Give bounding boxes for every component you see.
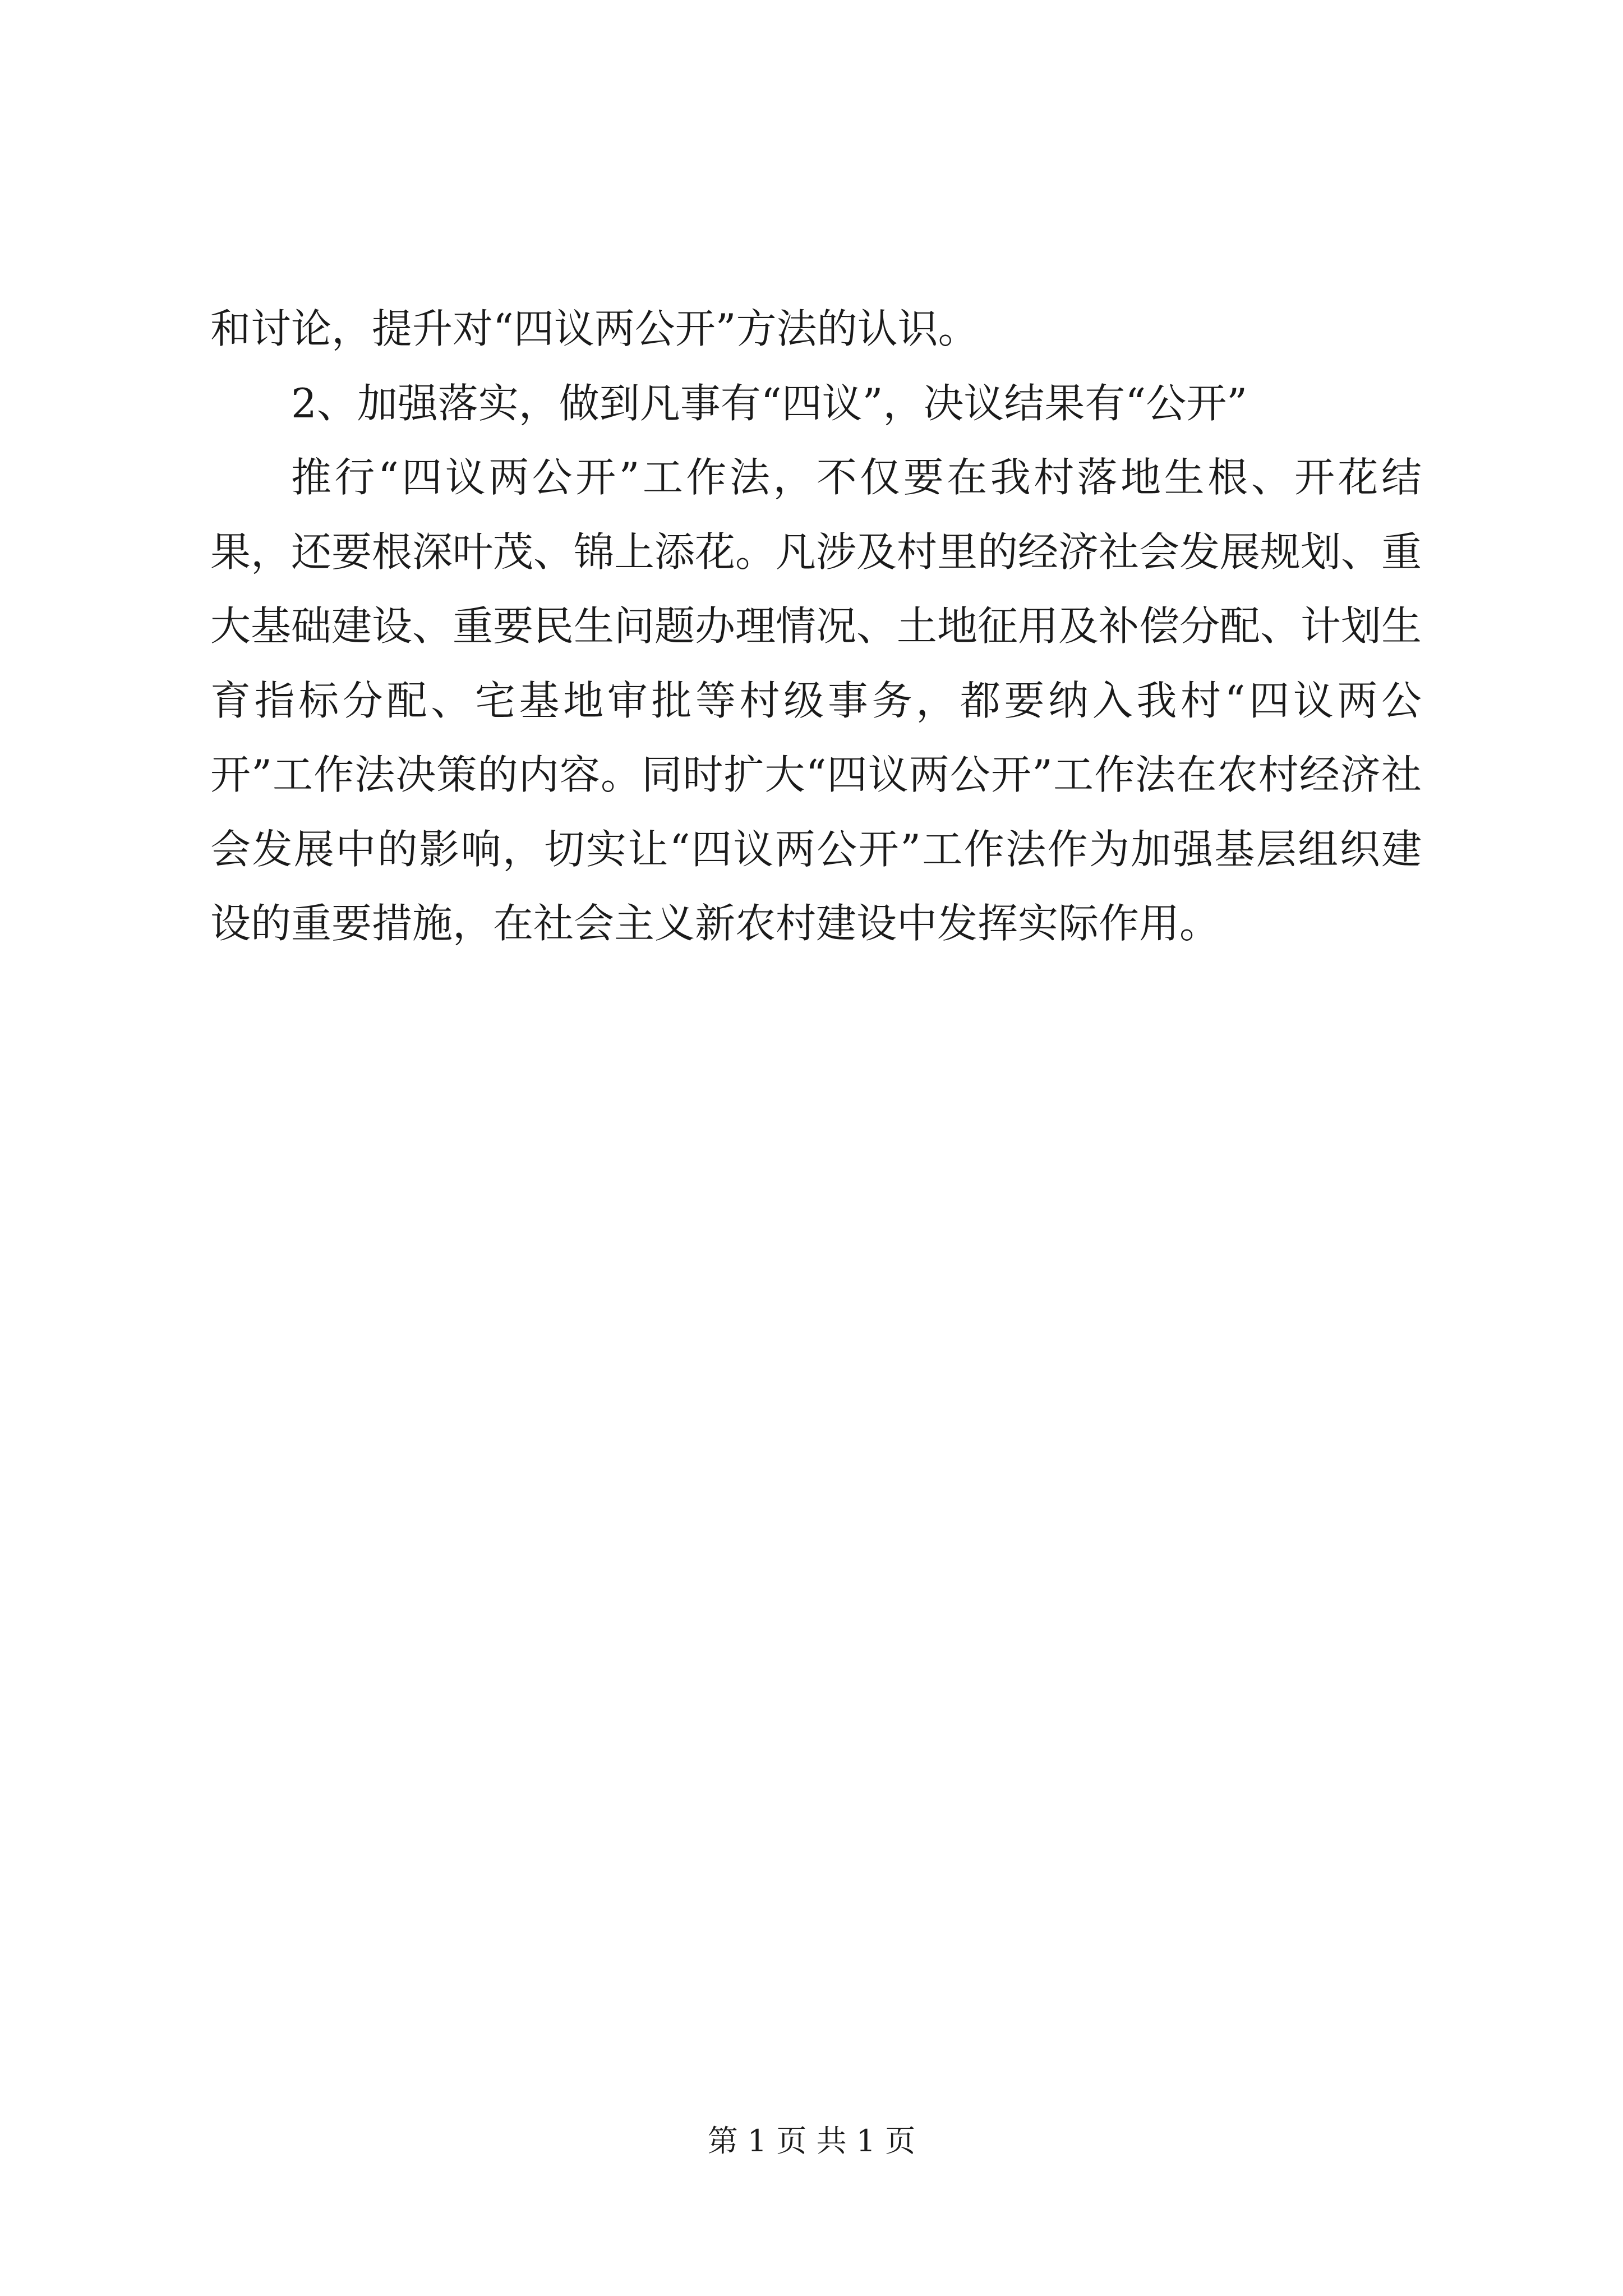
document-body bbox=[210, 292, 1422, 961]
paragraph-body: 推行“四议两公开”工作法，不仅要在我村落地生根、开花结果，还要根深叶茂、锦上添花。凡涉及村里的经济社会发展规划、重大基础建设、重要民生问题办理情况、土地征用及补偿分配、计划生育指标分配、宅基地审批等村级事务，都要纳入我村“四议两公开”工作法决策的内容。同时扩大“四议两公开”工作法在农村经济社会发展中的影响，切实让“四议两公开”工作法作为加强基层组织建设的重要措施，在社会主义新农村建设中发挥实际作用。 bbox=[210, 454, 1422, 947]
page-number: 第 1 页 共 1 页 bbox=[707, 2123, 916, 2159]
section-heading: 2、加强落实，做到凡事有“四议”，决议结果有“公开” bbox=[291, 379, 1248, 427]
page-footer bbox=[0, 2122, 1623, 2161]
paragraph-continuation: 和讨论，提升对“四议两公开”方法的认识。 bbox=[210, 305, 979, 352]
